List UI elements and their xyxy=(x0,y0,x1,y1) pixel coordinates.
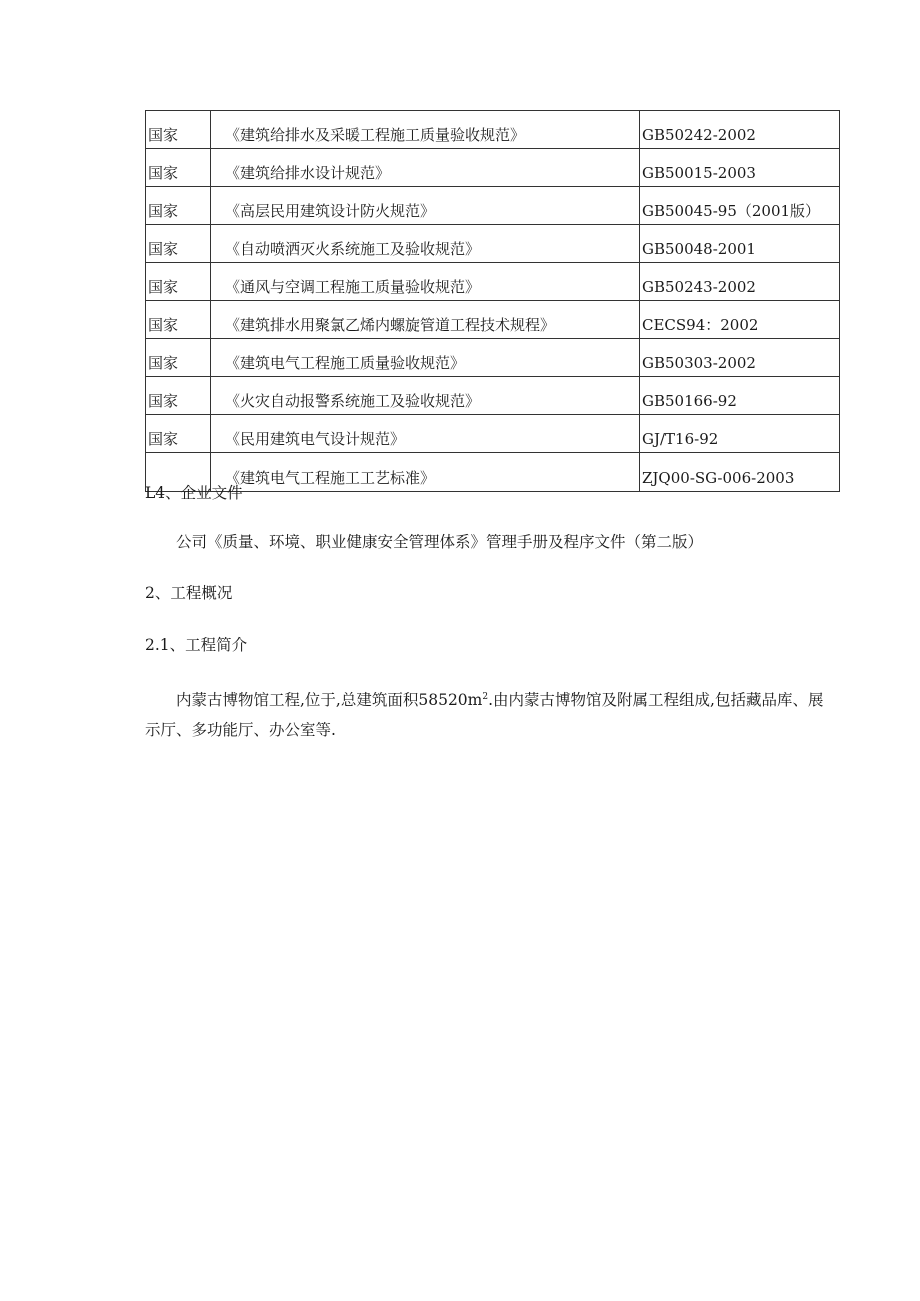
standard-code-cell: GB50048-2001 xyxy=(640,225,840,263)
standard-name-cell: 《民用建筑电气设计规范》 xyxy=(211,415,640,453)
section-heading-2: 2、工程概况 xyxy=(145,584,233,602)
section-heading-1-4: L4、企业文件 xyxy=(145,484,243,502)
table-row xyxy=(146,187,840,225)
project-intro-paragraph xyxy=(145,682,835,745)
standard-name-cell: 《建筑给排水及采暖工程施工质量验收规范》 xyxy=(211,111,640,149)
standard-code-cell: GB50303-2002 xyxy=(640,339,840,377)
standard-code-cell: GB50045-95（2001版） xyxy=(640,187,840,225)
standard-code-cell: GJ/T16-92 xyxy=(640,415,840,453)
standard-name-cell: 《通风与空调工程施工质量验收规范》 xyxy=(211,263,640,301)
standard-code-cell: GB50166-92 xyxy=(640,377,840,415)
standard-level-cell: 国家 xyxy=(146,301,211,339)
table-row xyxy=(146,149,840,187)
standard-code-cell: CECS94：2002 xyxy=(640,301,840,339)
standard-name-cell: 《自动喷洒灭火系统施工及验收规范》 xyxy=(211,225,640,263)
standard-name-cell: 《高层民用建筑设计防火规范》 xyxy=(211,187,640,225)
standards-table-body xyxy=(146,111,840,492)
standard-level-cell: 国家 xyxy=(146,149,211,187)
company-documents-line: 公司《质量、环境、职业健康安全管理体系》管理手册及程序文件（第二版） xyxy=(176,533,704,551)
project-intro-text-a: 内蒙古博物馆工程,位于,总建筑面积58520m xyxy=(176,691,483,709)
table-row xyxy=(146,111,840,149)
standard-code-cell: GB50015-2003 xyxy=(640,149,840,187)
standard-level-cell: 国家 xyxy=(146,225,211,263)
standard-code-cell: GB50243-2002 xyxy=(640,263,840,301)
standards-table xyxy=(145,110,840,492)
table-row xyxy=(146,415,840,453)
standard-level-cell: 国家 xyxy=(146,187,211,225)
table-row xyxy=(146,339,840,377)
table-row xyxy=(146,301,840,339)
standard-name-cell: 《建筑给排水设计规范》 xyxy=(211,149,640,187)
standard-level-cell: 国家 xyxy=(146,339,211,377)
standard-level-cell: 国家 xyxy=(146,111,211,149)
standard-level-cell: 国家 xyxy=(146,377,211,415)
standard-name-cell: 《建筑排水用聚氯乙烯内螺旋管道工程技术规程》 xyxy=(211,301,640,339)
standard-code-cell: GB50242-2002 xyxy=(640,111,840,149)
area-unit-superscript: 2 xyxy=(482,692,489,702)
standard-code-cell: ZJQ00-SG-006-2003 xyxy=(640,453,840,492)
standard-name-cell: 《建筑电气工程施工工艺标准》 xyxy=(211,453,640,492)
table-row xyxy=(146,453,840,492)
standard-level-cell: 国家 xyxy=(146,263,211,301)
standard-name-cell: 《火灾自动报警系统施工及验收规范》 xyxy=(211,377,640,415)
standard-level-cell: 国家 xyxy=(146,415,211,453)
standard-name-cell: 《建筑电气工程施工质量验收规范》 xyxy=(211,339,640,377)
table-row xyxy=(146,263,840,301)
table-row xyxy=(146,225,840,263)
table-row xyxy=(146,377,840,415)
section-heading-2-1: 2.1、工程简介 xyxy=(145,636,248,654)
project-intro-text-b: .由内蒙古博物馆及附属工程组成,包括藏品库、展示厅、多功能厅、办公室等. xyxy=(145,691,824,739)
